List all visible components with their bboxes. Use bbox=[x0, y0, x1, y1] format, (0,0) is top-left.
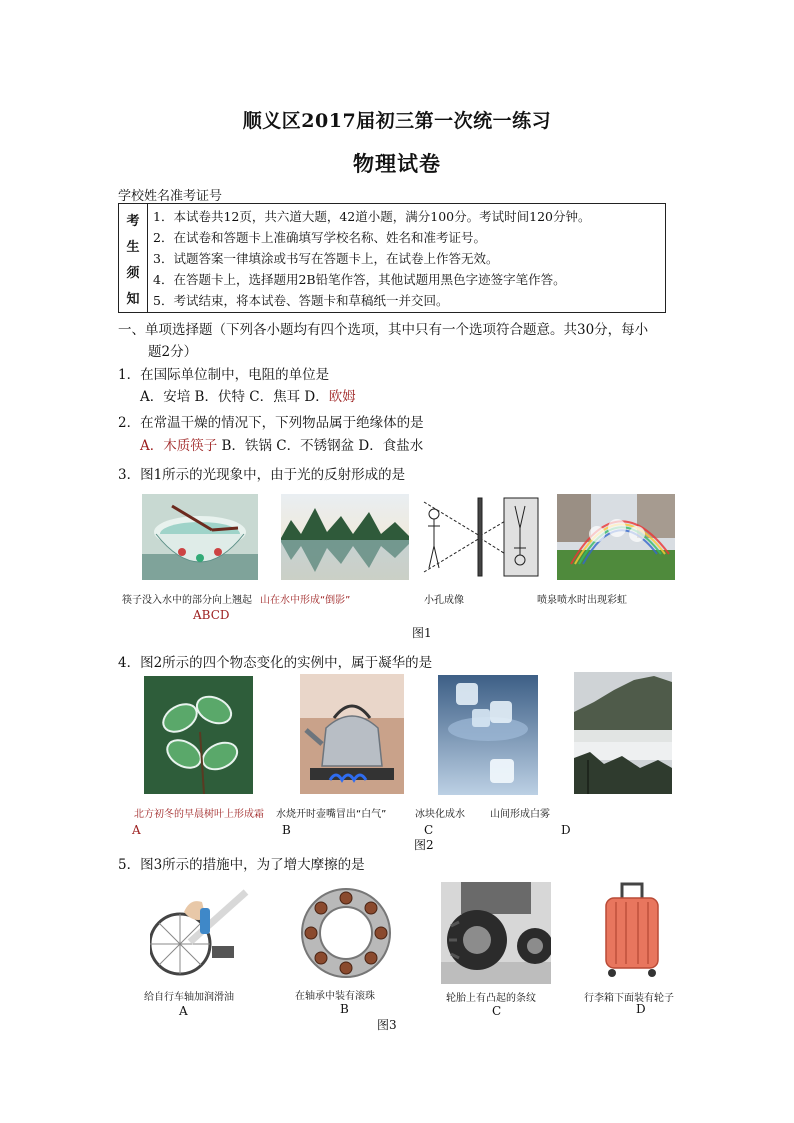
q5-label-a: A bbox=[179, 1004, 188, 1018]
question-3-stem: 3．图1所示的光现象中，由于光的反射形成的是 bbox=[118, 467, 406, 483]
question-1-stem: 1．在国际单位制中，电阻的单位是 bbox=[118, 367, 330, 383]
q1-answer: 欧姆 bbox=[328, 389, 356, 405]
q3-labels: ABCD bbox=[193, 608, 230, 622]
q5-caption-d: 行李箱下面装有轮子 bbox=[584, 993, 674, 1004]
figure-2-label: 图2 bbox=[414, 838, 434, 852]
question-5-stem: 5．图3所示的措施中，为了增大摩擦的是 bbox=[118, 857, 365, 873]
notice-side-char: 须 bbox=[126, 266, 140, 281]
pinhole-imaging-diagram bbox=[420, 494, 542, 580]
notice-side-char: 生 bbox=[126, 240, 140, 255]
frost-on-leaves-image bbox=[144, 676, 253, 794]
question-2-stem: 2．在常温干燥的情况下，下列物品属于绝缘体的是 bbox=[118, 415, 424, 431]
exam-title: 顺义区2017届初三第一次统一练习 bbox=[242, 110, 552, 132]
section-heading-line1: 一、单项选择题（下列各小题均有四个选项，其中只有一个选项符合题意。共30分，每小 bbox=[118, 322, 649, 338]
notice-item: 4．在答题卡上，选择题用2B铅笔作答，其他试题用黑色字迹签字笔作答。 bbox=[153, 272, 566, 287]
q3-option-labels bbox=[193, 608, 230, 622]
q4-label-a: A bbox=[132, 823, 141, 837]
bicycle-lubrication-image bbox=[150, 882, 250, 982]
ball-bearing-image bbox=[296, 883, 394, 981]
notice-item: 1．本试卷共12页，共六道大题，42道小题，满分100分。考试时间120分钟。 bbox=[153, 209, 591, 224]
figure-1-label: 图1 bbox=[412, 626, 432, 640]
student-info-line: 学校姓名准考证号 bbox=[118, 189, 223, 204]
q2-options-text: B．铁锅 C．不锈钢盆 D．食盐水 bbox=[217, 438, 424, 454]
q3-caption-d: 喷泉喷水时出现彩虹 bbox=[537, 595, 627, 606]
notice-item: 5．考试结束，将本试卷、答题卡和草稿纸一并交回。 bbox=[153, 293, 449, 308]
notice-item: 3．试题答案一律填涂或书写在答题卡上，在试卷上作答无效。 bbox=[153, 251, 499, 266]
q4-caption-a: 北方初冬的早晨树叶上形成霜 bbox=[134, 809, 264, 820]
q5-label-c: C bbox=[492, 1004, 502, 1018]
q5-label-b: B bbox=[340, 1002, 349, 1016]
suitcase-wheels-image bbox=[590, 880, 674, 980]
q4-label-d: D bbox=[561, 823, 571, 837]
q4-label-c: C bbox=[424, 823, 434, 837]
q2-answer: A．木质筷子 bbox=[140, 438, 218, 454]
chopsticks-in-bowl-image bbox=[142, 494, 258, 580]
q1-options-text: A．安培 B．伏特 C．焦耳 D． bbox=[140, 389, 329, 405]
mountain-fog-image bbox=[574, 672, 672, 794]
notice-item: 2．在试卷和答题卡上准确填写学校名称、姓名和准考证号。 bbox=[153, 230, 486, 245]
question-4-stem: 4．图2所示的四个物态变化的实例中，属于凝华的是 bbox=[118, 655, 433, 671]
q5-caption-c: 轮胎上有凸起的条纹 bbox=[446, 993, 536, 1004]
boiling-kettle-image bbox=[300, 674, 404, 794]
melting-ice-image bbox=[438, 675, 538, 795]
tire-tread-image bbox=[441, 882, 551, 984]
notice-side-char: 知 bbox=[126, 292, 140, 307]
notice-items bbox=[153, 206, 590, 311]
q5-caption-a: 给自行车轴加润滑油 bbox=[144, 992, 234, 1003]
mountain-reflection-image bbox=[281, 494, 409, 580]
question-2-options bbox=[140, 434, 423, 454]
exam-subtitle: 物理试卷 bbox=[353, 151, 441, 176]
notice-side-label bbox=[119, 204, 148, 312]
notice-box bbox=[118, 203, 666, 313]
q4-caption-b: 水烧开时壶嘴冒出“白气” bbox=[276, 809, 387, 820]
q5-label-d: D bbox=[636, 1002, 646, 1016]
q4-caption-d: 山间形成白雾 bbox=[490, 809, 550, 820]
q5-caption-b: 在轴承中装有滚珠 bbox=[295, 991, 375, 1002]
q3-caption-c: 小孔成像 bbox=[424, 595, 464, 606]
fountain-rainbow-image bbox=[557, 494, 675, 580]
q4-caption-c: 冰块化成水 bbox=[415, 809, 465, 820]
q3-caption-a: 筷子没入水中的部分向上翘起 bbox=[122, 595, 252, 606]
figure-3-label: 图3 bbox=[377, 1018, 397, 1032]
q4-label-b: B bbox=[282, 823, 291, 837]
question-1-options bbox=[140, 385, 356, 405]
section-heading-line2: 题2分） bbox=[148, 344, 198, 360]
notice-side-char: 考 bbox=[126, 214, 140, 229]
q3-caption-b: 山在水中形成“倒影” bbox=[260, 595, 351, 606]
